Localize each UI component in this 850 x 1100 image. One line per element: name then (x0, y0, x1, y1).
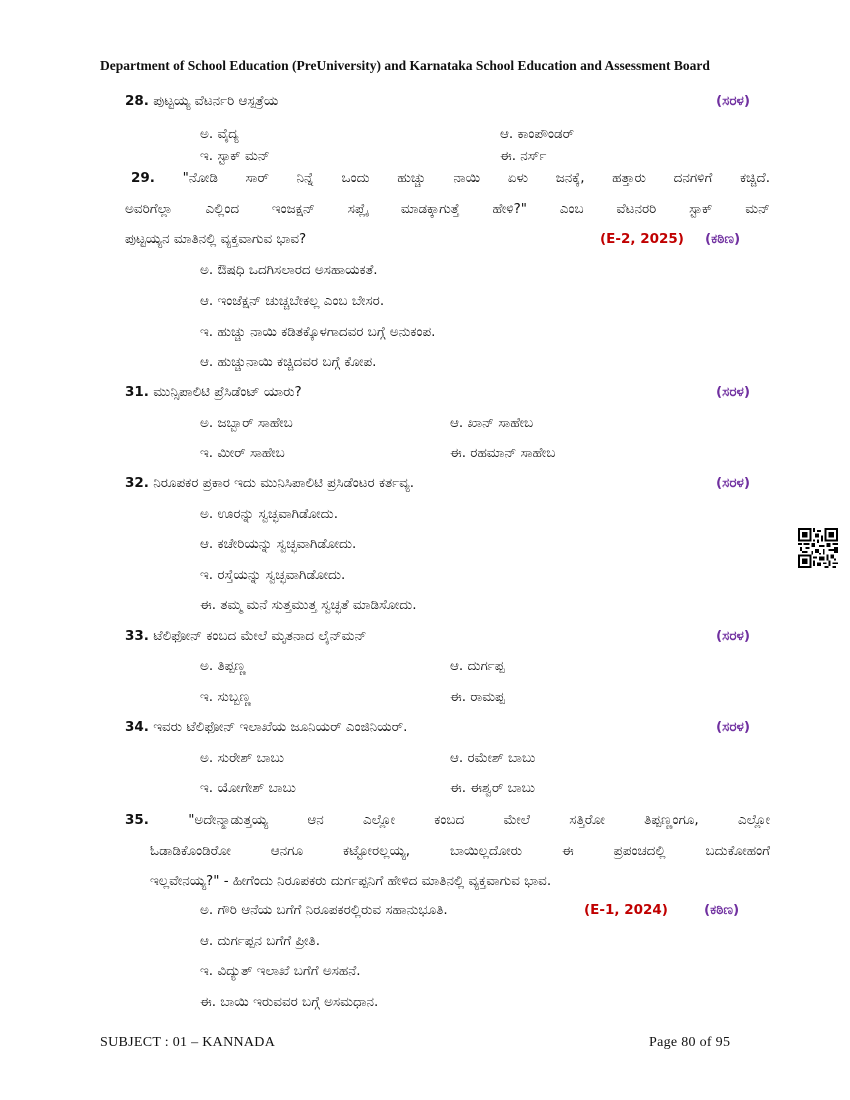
option-a: ಅ. ಊರನ್ನು ಸ್ವಚ್ಛವಾಗಿಡೋದು. (200, 506, 338, 522)
question-34 (125, 717, 750, 737)
question-text: ಮುನ್ಸಿಪಾಲಿಟಿ ಪ್ರೆಸಿಡೆಂಟ್ ಯಾರು? (153, 384, 302, 400)
option-a: ಅ. ತಿಪ್ಪಣ್ಣ (200, 658, 246, 674)
question-number: 33. (125, 628, 149, 644)
question-29 (125, 163, 770, 255)
option-c: ಇ. ವಿದ್ಯುತ್ ಇಲಾಖೆ ಬಗೆಗೆ ಅಸಹನೆ. (200, 963, 361, 979)
question-text: ಇವರು ಟೆಲಿಫೋನ್ ಇಲಾಖೆಯ ಜೂನಿಯರ್ ಎಂಜಿನಿಯರ್. (153, 719, 408, 735)
option-d: ಈ. ನರ್ಸ್ (500, 148, 547, 164)
option-b: ಆ. ಕಾಂಪೌಂಡರ್ (500, 126, 575, 142)
option-d: ಈ. ರಾಮಪ್ಪ (450, 689, 505, 705)
option-b: ಆ. ರಮೇಶ್ ಬಾಬು (450, 750, 536, 766)
option-b: ಆ. ಕಚೇರಿಯನ್ನು ಸ್ವಚ್ಛವಾಗಿಡೋದು. (200, 536, 357, 552)
difficulty-tag: (ಸರಳ) (716, 719, 750, 735)
option-d: ಈ. ತಮ್ಮ ಮನೆ ಸುತ್ತಮುತ್ತ ಸ್ವಚ್ಛತೆ ಮಾಡಿಸೋದು. (200, 597, 417, 613)
option-d: ಆ. ಹುಚ್ಚುನಾಯಿ ಕಚ್ಚಿದವರ ಬಗ್ಗೆ ಕೋಪ. (200, 354, 377, 370)
option-c: ಇ. ಮೀರ್ ಸಾಹೇಬ (200, 445, 285, 461)
question-33 (125, 626, 750, 646)
option-a: ಅ. ಜಬ್ಬಾರ್ ಸಾಹೇಬ (200, 415, 293, 431)
option-d: ಈ. ಈಶ್ವರ್ ಬಾಬು (450, 780, 536, 796)
question-35 (125, 805, 770, 897)
exam-reference: (E-1, 2024) (584, 902, 668, 918)
question-number: 32. (125, 475, 149, 491)
question-text: ಪುಟ್ಟಯ್ಯ ವೆಟರ್ನರಿ ಆಸ್ಪತ್ರೆಯ (153, 93, 279, 109)
option-a: ಅ. ಸುರೇಶ್ ಬಾಬು (200, 750, 284, 766)
option-d: ಈ. ರಹಮಾನ್ ಸಾಹೇಬ (450, 445, 556, 461)
option-c: ಇ. ಹುಚ್ಚು ನಾಯಿ ಕಡಿತಕ್ಕೊಳಗಾದವರ ಬಗ್ಗೆ ಅನುಕಂಪ. (200, 324, 436, 340)
question-number: 31. (125, 384, 149, 400)
question-line-1: "ನೋಡಿ ಸಾರ್ ನಿನ್ನೆ ಒಂದು ಹುಚ್ಚು ನಾಯಿ ಏಳು ಜನಕ್ಕೆ, ಹತ್ತಾರು ದನಗಳಿಗೆ ಕಚ್ಚಿದೆ. (182, 170, 770, 186)
question-line-2: ಓಡಾಡಿಕೊಂಡಿರೋ ಆನಗೂ ಕಟ್ಟೋರಲ್ಲಯ್ಯ, ಬಾಯಿಲ್ಲದೋರು ಈ ಪ್ರಪಂಚದಲ್ಲಿ ಬದುಕೋಹಂಗೆ (150, 842, 770, 859)
option-b: ಆ. ಖಾನ್ ಸಾಹೇಬ (450, 415, 534, 431)
option-b: ಆ. ದುರ್ಗಪ್ಪ (450, 658, 505, 674)
difficulty-tag: (ಸರಳ) (716, 93, 750, 109)
question-line-1: "ಅದೇನ್ಮಾಡುತ್ತಯ್ಯ ಆನ ಎಲ್ಲೋ ಕಂಬದ ಮೇಲೆ ಸತ್ತಿರೋ ತಿಪ್ಪಣ್ಣಂಗೂ, ಎಲ್ಲೋ (188, 812, 771, 828)
option-a: ಅ. ವೈದ್ಯ (200, 126, 239, 142)
question-number: 35. (125, 812, 149, 828)
difficulty-tag: (ಕಠಿಣ) (704, 902, 740, 918)
question-32 (125, 473, 750, 493)
exam-reference: (E-2, 2025) (600, 231, 684, 247)
option-a: ಅ. ಔಷಧಿ ಒದಗಿಸಲಾರದ ಅಸಹಾಯಕತೆ. (200, 262, 378, 278)
footer-subject: SUBJECT : 01 – KANNADA (100, 1035, 276, 1050)
question-line-3: ಪುಟ್ಟಯ್ಯನ ಮಾತಿನಲ್ಲಿ ವ್ಯಕ್ತವಾಗುವ ಭಾವ? (125, 231, 307, 247)
option-a (200, 900, 448, 920)
option-d: ಈ. ಬಾಯಿ ಇರುವವರ ಬಗ್ಗೆ ಅಸಮಧಾನ. (200, 994, 379, 1010)
option-c: ಇ. ರಸ್ತೆಯನ್ನು ಸ್ವಚ್ಛವಾಗಿಡೋದು. (200, 567, 346, 583)
option-b: ಆ. ದುರ್ಗಪ್ಪನ ಬಗೆಗೆ ಪ್ರೀತಿ. (200, 933, 320, 949)
question-line-3: ಇಲ್ಲವೇನಯ್ಯ?" - ಹೀಗೆಂದು ನಿರೂಪಕರು ದುರ್ಗಪ್ಪನಿಗೆ ಹೇಳಿದ ಮಾತಿನಲ್ಲಿ ವ್ಯಕ್ತವಾಗುವ ಭಾವ. (150, 873, 552, 889)
footer-page-number: Page 80 of 95 (649, 1035, 731, 1050)
difficulty-tag: (ಸರಳ) (716, 628, 750, 644)
question-text: ಟೆಲಿಫೋನ್ ಕಂಬದ ಮೇಲೆ ಮೃತನಾದ ಲೈನ್‌ಮನ್ (153, 628, 367, 644)
option-c: ಇ. ಯೋಗೇಶ್ ಬಾಬು (200, 780, 296, 796)
difficulty-tag: (ಸರಳ) (716, 384, 750, 400)
option-a-text: ಅ. ಗೌರಿ ಆನೆಯ ಬಗೆಗೆ ನಿರೂಪಕರಲ್ಲಿರುವ ಸಹಾನುಭೂತಿ. (200, 902, 448, 918)
option-b: ಆ. ಇಂಜೆಕ್ಷನ್ ಚುಚ್ಚಬೇಕಲ್ಲ ಎಂಬ ಬೇಸರ. (200, 293, 385, 309)
option-c: ಇ. ಸುಬ್ಬಣ್ಣ (200, 689, 251, 705)
question-text: ನಿರೂಪಕರ ಪ್ರಕಾರ ಇದು ಮುನಿಸಿಪಾಲಿಟಿ ಪ್ರಸಿಡೆಂಟರ ಕರ್ತವ್ಯ. (153, 475, 415, 491)
option-c: ಇ. ಸ್ಟಾಕ್ ಮನ್ (200, 148, 270, 164)
question-number: 28. (125, 93, 149, 109)
question-number: 29. (131, 170, 155, 186)
question-28 (125, 91, 750, 111)
question-31 (125, 382, 750, 402)
qr-code-icon (798, 528, 838, 568)
question-line-2: ಅವರಿಗೆಲ್ಲಾ ಎಲ್ಲಿಂದ ಇಂಜಕ್ಷನ್ ಸಪ್ಲೈ ಮಾಡಕ್ಕಾಗುತ್ತೆ ಹೇಳಿ?" ಎಂಬ ವೆಟನರರಿ ಸ್ಟಾಕ್ ಮನ್ (125, 200, 770, 217)
page-header: Department of School Education (PreUniversity) and Karnataka School Education and Assessment Board (100, 58, 710, 73)
difficulty-tag: (ಸರಳ) (716, 475, 750, 491)
difficulty-tag: (ಕಠಿಣ) (705, 231, 741, 247)
question-number: 34. (125, 719, 149, 735)
